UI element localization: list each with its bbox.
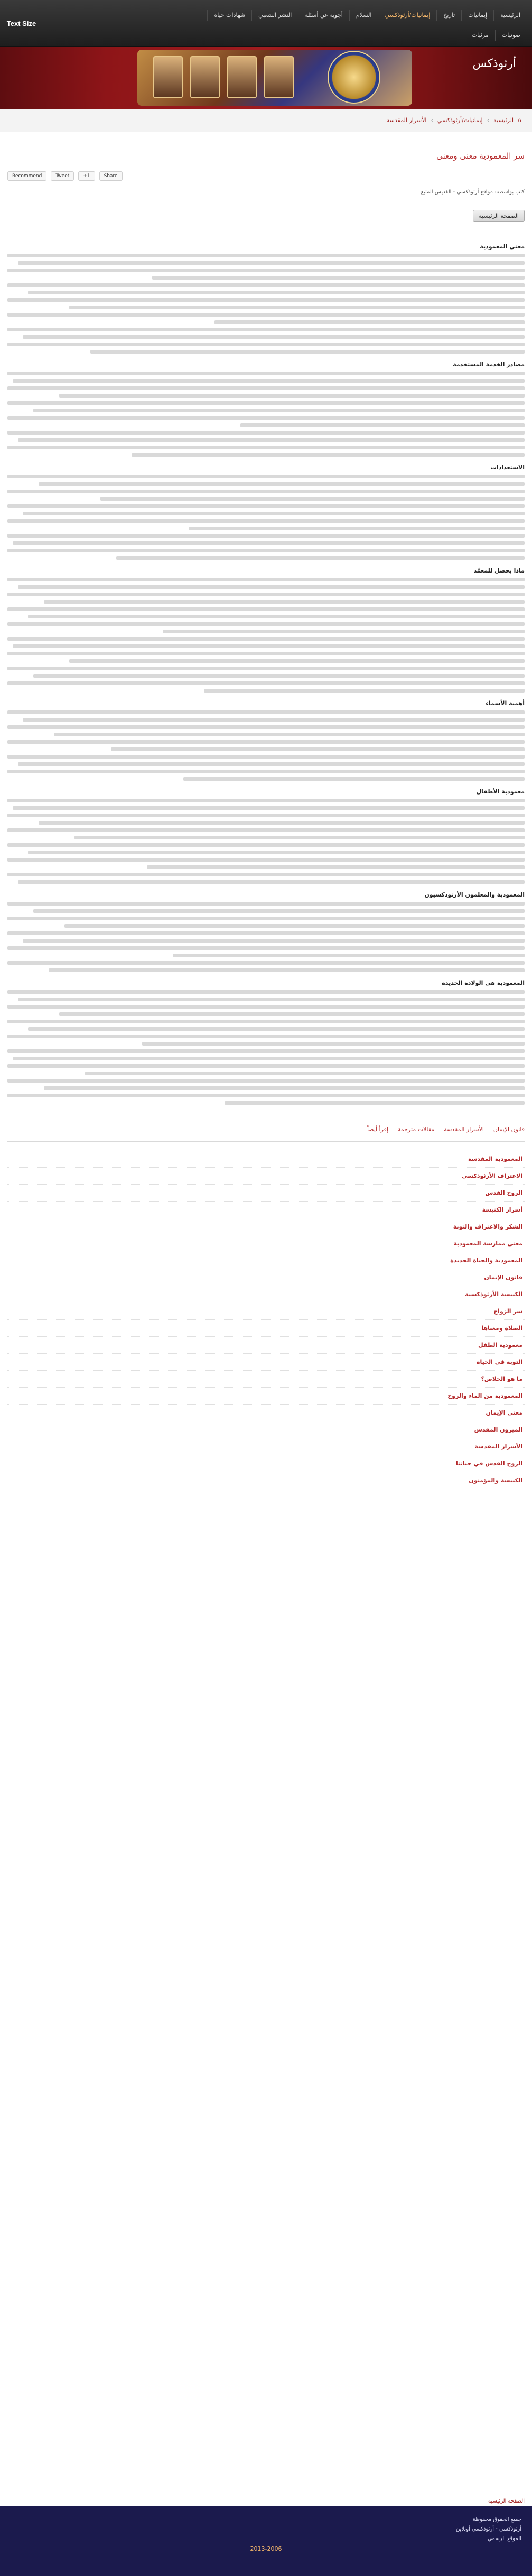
section-heading: مصادر الخدمة المستخدمة bbox=[453, 361, 525, 368]
text-line bbox=[7, 475, 525, 478]
nav-item[interactable]: الرئيسية bbox=[493, 10, 527, 21]
text-line bbox=[7, 681, 525, 685]
text-line bbox=[7, 814, 525, 817]
text-line bbox=[7, 710, 525, 714]
nav-item[interactable]: صوتيات bbox=[495, 30, 527, 41]
text-line bbox=[173, 954, 525, 957]
text-line bbox=[39, 821, 525, 825]
text-line bbox=[13, 1057, 525, 1060]
related-article-link[interactable]: المعمودية المقدسة bbox=[7, 1151, 525, 1168]
main-nav-row-2 bbox=[48, 30, 527, 41]
text-line bbox=[18, 762, 525, 766]
text-line bbox=[23, 718, 525, 722]
site-logo[interactable]: أرثوذكس bbox=[472, 57, 516, 70]
related-article-link[interactable]: الشكر والاعتراف والتوبة bbox=[7, 1218, 525, 1235]
article-meta: كتب بواسطة: مواقع أرثوذكسي - القديس المتبع bbox=[421, 189, 525, 195]
text-line bbox=[23, 335, 525, 339]
text-line bbox=[28, 851, 525, 854]
text-line bbox=[225, 1101, 525, 1105]
text-line bbox=[64, 924, 525, 928]
text-line bbox=[132, 453, 525, 457]
text-line bbox=[33, 909, 525, 913]
text-line bbox=[33, 409, 525, 412]
text-line bbox=[28, 291, 525, 294]
saint-portrait-icon bbox=[227, 56, 257, 98]
section-heading: المعمودية والمعلمون الأرثوذكسيون bbox=[424, 891, 525, 898]
related-articles-list bbox=[7, 1141, 525, 1489]
text-line bbox=[28, 615, 525, 618]
text-line bbox=[116, 556, 525, 560]
home-button[interactable]: الصفحة الرئيسية bbox=[473, 210, 525, 222]
article-title: سر المعمودية معنى ومعنى bbox=[436, 151, 525, 161]
text-line bbox=[74, 836, 525, 839]
site-banner bbox=[0, 47, 532, 109]
text-line bbox=[18, 438, 525, 442]
text-line bbox=[183, 777, 525, 781]
text-line bbox=[7, 283, 525, 287]
text-line bbox=[85, 1072, 525, 1075]
text-line bbox=[7, 873, 525, 876]
text-line bbox=[18, 585, 525, 589]
text-line bbox=[7, 1005, 525, 1009]
text-line bbox=[7, 1020, 525, 1023]
section-heading: ماذا يحصل للمعمَّد bbox=[473, 567, 525, 574]
breadcrumb-link[interactable]: إيمانيات/أرثوذكسي bbox=[437, 117, 483, 124]
text-line bbox=[13, 379, 525, 383]
text-line bbox=[7, 416, 525, 420]
site-footer bbox=[0, 2506, 532, 2576]
text-line bbox=[44, 1086, 525, 1090]
text-line bbox=[69, 659, 525, 663]
text-line bbox=[7, 269, 525, 272]
text-line bbox=[7, 637, 525, 641]
saint-portrait-icon bbox=[153, 56, 183, 98]
related-article-link[interactable]: الأسرار المقدسة bbox=[7, 1438, 525, 1455]
text-line bbox=[39, 482, 525, 486]
tag-links bbox=[7, 1126, 525, 1133]
plus-one-button[interactable]: +1 bbox=[78, 171, 95, 181]
text-line bbox=[7, 858, 525, 862]
text-line bbox=[7, 902, 525, 906]
text-line bbox=[204, 689, 525, 693]
text-line bbox=[7, 607, 525, 611]
saint-portrait-icon bbox=[190, 56, 220, 98]
text-line bbox=[7, 298, 525, 302]
share-button[interactable]: Share bbox=[99, 171, 123, 181]
nav-item[interactable]: تاريخ bbox=[436, 10, 461, 21]
breadcrumb-separator: › bbox=[431, 117, 433, 124]
related-article-link[interactable]: الميرون المقدس bbox=[7, 1421, 525, 1438]
footer-year: 2013-2006 bbox=[250, 2545, 282, 2552]
text-line bbox=[7, 1094, 525, 1097]
pre-footer-link[interactable]: الصفحة الرئيسية bbox=[488, 2498, 525, 2504]
text-line bbox=[7, 725, 525, 729]
tweet-button[interactable]: Tweet bbox=[51, 171, 74, 181]
related-article-link[interactable]: الصلاة ومعناها bbox=[7, 1320, 525, 1337]
text-line bbox=[7, 917, 525, 920]
text-line bbox=[7, 401, 525, 405]
text-line bbox=[7, 328, 525, 331]
recommend-button[interactable]: Recommend bbox=[7, 171, 46, 181]
text-line bbox=[7, 386, 525, 390]
tag-link[interactable]: قانون الإيمان bbox=[493, 1126, 525, 1133]
related-article-link[interactable]: الروح القدس في حياتنا bbox=[7, 1455, 525, 1472]
text-line bbox=[240, 423, 525, 427]
breadcrumb-link[interactable]: الأسرار المقدسة bbox=[386, 117, 427, 124]
article-body bbox=[7, 243, 525, 1105]
text-line bbox=[100, 497, 525, 501]
text-line bbox=[54, 733, 525, 736]
text-line bbox=[7, 490, 525, 493]
article-container bbox=[0, 151, 532, 1489]
related-article-link[interactable]: ما هو الخلاص؟ bbox=[7, 1371, 525, 1388]
related-article-link[interactable]: معنى ممارسة المعمودية bbox=[7, 1235, 525, 1252]
text-line bbox=[7, 1049, 525, 1053]
text-line bbox=[13, 806, 525, 810]
nav-item[interactable]: شهادات حياة bbox=[207, 10, 251, 21]
related-article-link[interactable]: المعمودية من الماء والروح bbox=[7, 1388, 525, 1405]
text-line bbox=[7, 799, 525, 802]
text-line bbox=[7, 755, 525, 759]
text-line bbox=[33, 674, 525, 678]
footer-line: جميع الحقوق محفوظة bbox=[472, 2517, 521, 2523]
related-article-link[interactable]: قانون الإيمان bbox=[7, 1269, 525, 1286]
text-line bbox=[7, 254, 525, 257]
text-line bbox=[13, 644, 525, 648]
text-line bbox=[7, 504, 525, 508]
related-article-link[interactable]: الكنيسة والمؤمنون bbox=[7, 1472, 525, 1489]
tag-link[interactable]: مقالات مترجمة bbox=[397, 1126, 435, 1133]
related-article-link[interactable]: المعمودية والحياة الجديدة bbox=[7, 1252, 525, 1269]
church-seal-icon bbox=[328, 51, 380, 104]
text-line bbox=[7, 519, 525, 523]
text-line bbox=[142, 1042, 525, 1046]
breadcrumb-link[interactable]: الرئيسية bbox=[493, 117, 514, 124]
nav-item[interactable]: النشر الشعبي bbox=[251, 10, 298, 21]
text-line bbox=[7, 343, 525, 346]
related-article-link[interactable]: معمودية الطفل bbox=[7, 1337, 525, 1354]
text-line bbox=[69, 306, 525, 309]
text-line bbox=[7, 946, 525, 950]
related-article-link[interactable]: الروح القدس bbox=[7, 1185, 525, 1202]
text-line bbox=[7, 667, 525, 670]
text-line bbox=[189, 527, 525, 530]
share-bar bbox=[7, 171, 525, 181]
related-article-link[interactable]: التوبة في الحياة bbox=[7, 1354, 525, 1371]
text-line bbox=[7, 1035, 525, 1038]
text-line bbox=[7, 1079, 525, 1083]
text-size-control[interactable]: Text Size bbox=[3, 0, 40, 47]
section-heading: أهمية الأسماء bbox=[486, 700, 525, 707]
top-navigation-bar bbox=[0, 0, 532, 47]
text-line bbox=[7, 622, 525, 626]
text-line bbox=[7, 961, 525, 965]
text-line bbox=[23, 512, 525, 515]
related-article-link[interactable]: معنى الإيمان bbox=[7, 1405, 525, 1421]
text-line bbox=[7, 740, 525, 744]
saint-portrait-icon bbox=[264, 56, 294, 98]
related-article-link[interactable]: الكنيسة الأرثوذكسية bbox=[7, 1286, 525, 1303]
text-line bbox=[7, 578, 525, 581]
tag-link[interactable]: إقرأ أيضاً bbox=[367, 1126, 388, 1133]
nav-item[interactable]: أجوبة عن أسئلة bbox=[298, 10, 349, 21]
tag-link[interactable]: الأسرار المقدسة bbox=[444, 1126, 484, 1133]
text-line bbox=[49, 968, 525, 972]
related-article-link[interactable]: سر الزواج bbox=[7, 1303, 525, 1320]
text-line bbox=[7, 1064, 525, 1068]
section-heading: معمودية الأطفال bbox=[476, 788, 525, 795]
text-line bbox=[7, 770, 525, 773]
text-line bbox=[7, 549, 525, 552]
text-line bbox=[7, 828, 525, 832]
text-line bbox=[7, 652, 525, 655]
text-line bbox=[214, 320, 525, 324]
text-line bbox=[7, 534, 525, 538]
breadcrumb bbox=[0, 109, 532, 132]
nav-item[interactable]: إيمانيات bbox=[461, 10, 493, 21]
text-line bbox=[7, 990, 525, 994]
section-heading: معنى المعمودية bbox=[480, 243, 525, 250]
related-article-link[interactable]: أسرار الكنيسة bbox=[7, 1202, 525, 1218]
main-nav-row-1 bbox=[48, 10, 527, 21]
text-line bbox=[152, 276, 525, 280]
text-line bbox=[163, 630, 525, 633]
text-line bbox=[7, 372, 525, 375]
breadcrumb-separator: › bbox=[487, 117, 490, 124]
text-line bbox=[7, 431, 525, 435]
related-article-link[interactable]: الاعتراف الأرثوذكسي bbox=[7, 1168, 525, 1185]
text-line bbox=[147, 865, 525, 869]
text-line bbox=[59, 394, 525, 398]
footer-line: الموقع الرسمي bbox=[488, 2536, 521, 2542]
text-line bbox=[7, 931, 525, 935]
text-line bbox=[7, 593, 525, 596]
text-line bbox=[18, 998, 525, 1001]
text-line bbox=[28, 1027, 525, 1031]
nav-item-active[interactable]: إيمانيات/أرثوذكسي bbox=[378, 10, 436, 21]
nav-item[interactable]: السلام bbox=[349, 10, 378, 21]
text-line bbox=[23, 939, 525, 943]
text-line bbox=[90, 350, 525, 354]
text-line bbox=[59, 1012, 525, 1016]
text-line bbox=[7, 446, 525, 449]
text-line bbox=[44, 600, 525, 604]
text-line bbox=[18, 261, 525, 265]
section-heading: الاستعدادات bbox=[490, 464, 525, 471]
text-line bbox=[7, 843, 525, 847]
footer-line: أرثوذكسي - أرثوذكسي أونلاين bbox=[456, 2526, 521, 2532]
text-line bbox=[7, 313, 525, 317]
text-line bbox=[18, 880, 525, 884]
nav-item[interactable]: مرئيات bbox=[465, 30, 495, 41]
home-icon[interactable]: ⌂ bbox=[518, 117, 521, 124]
section-heading: المعمودية هي الولادة الجديدة bbox=[442, 980, 525, 986]
text-line bbox=[111, 747, 525, 751]
text-line bbox=[13, 541, 525, 545]
